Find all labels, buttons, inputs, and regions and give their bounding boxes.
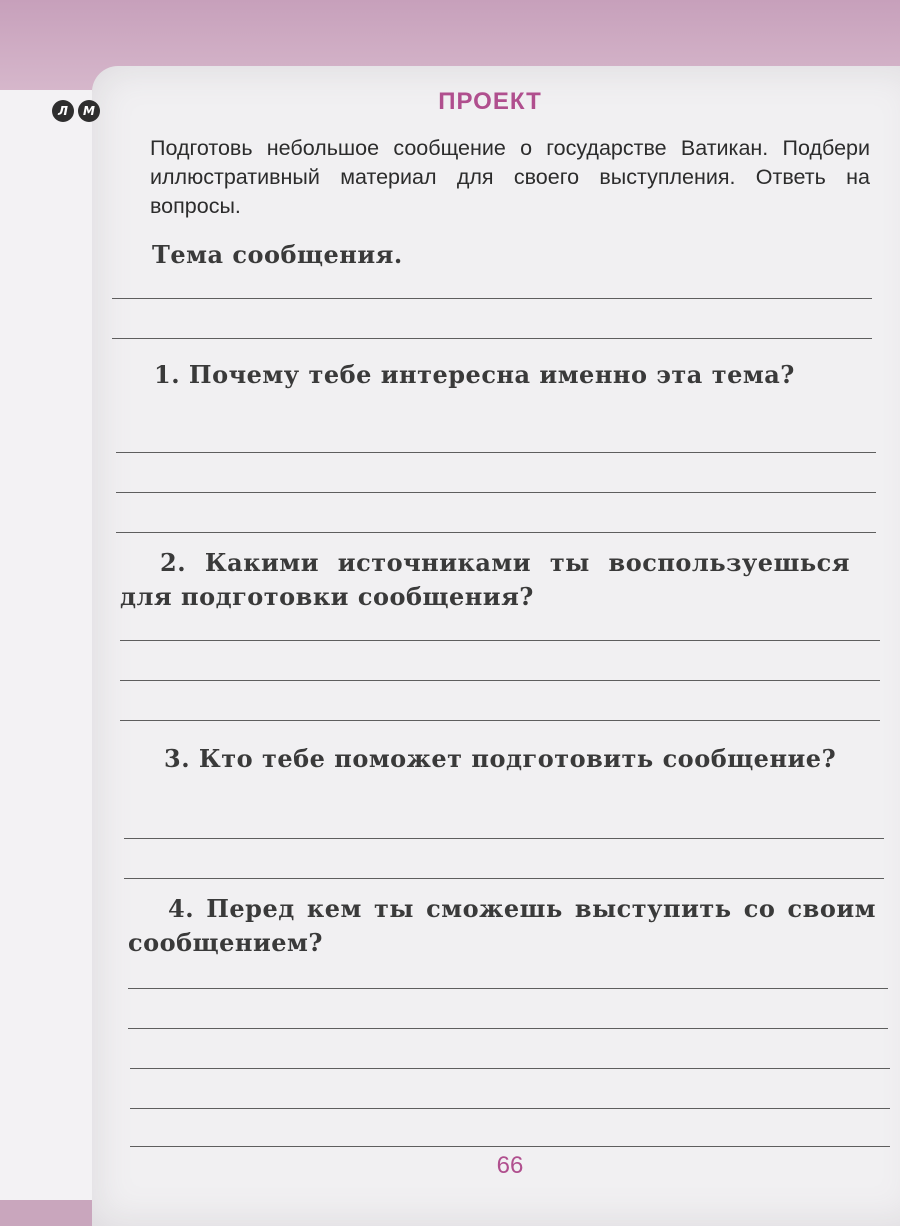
page-title: ПРОЕКТ xyxy=(438,88,542,115)
topic-label: Тема сообщения. xyxy=(152,240,403,269)
badge-m: М xyxy=(78,100,100,122)
answer-line-q4-3[interactable] xyxy=(130,1068,890,1069)
answer-line-q3-2[interactable] xyxy=(124,878,884,879)
answer-line-q1-1[interactable] xyxy=(116,452,876,453)
answer-line-q2-2[interactable] xyxy=(120,680,880,681)
question-1: 1. Почему тебе интересна именно эта тема? xyxy=(154,360,795,389)
question-3: 3. Кто тебе поможет подготовить сообщение? xyxy=(164,744,837,773)
answer-line-topic-1[interactable] xyxy=(112,298,872,299)
answer-line-q2-3[interactable] xyxy=(120,720,880,721)
answer-line-q4-4[interactable] xyxy=(130,1108,890,1109)
answer-line-q2-1[interactable] xyxy=(120,640,880,641)
left-margin xyxy=(0,90,92,1200)
answer-line-topic-2[interactable] xyxy=(112,338,872,339)
answer-line-q4-2[interactable] xyxy=(128,1028,888,1029)
answer-line-q3-1[interactable] xyxy=(124,838,884,839)
page-number: 66 xyxy=(496,1152,524,1179)
answer-line-q1-3[interactable] xyxy=(116,532,876,533)
answer-line-q1-2[interactable] xyxy=(116,492,876,493)
answer-line-q4-1[interactable] xyxy=(128,988,888,989)
task-instructions: Подготовь небольшое сообщение о государстве Ватикан. Подбери иллюстративный материал для своего выступления. Ответь на вопросы. xyxy=(150,136,870,218)
question-2: 2. Какими источниками ты воспользуешься для подготовки сообщения? xyxy=(120,548,850,611)
badge-l: Л xyxy=(52,100,74,122)
answer-line-q4-5[interactable] xyxy=(130,1146,890,1147)
question-4: 4. Перед кем ты сможешь выступить со своим сообщением? xyxy=(128,894,876,957)
